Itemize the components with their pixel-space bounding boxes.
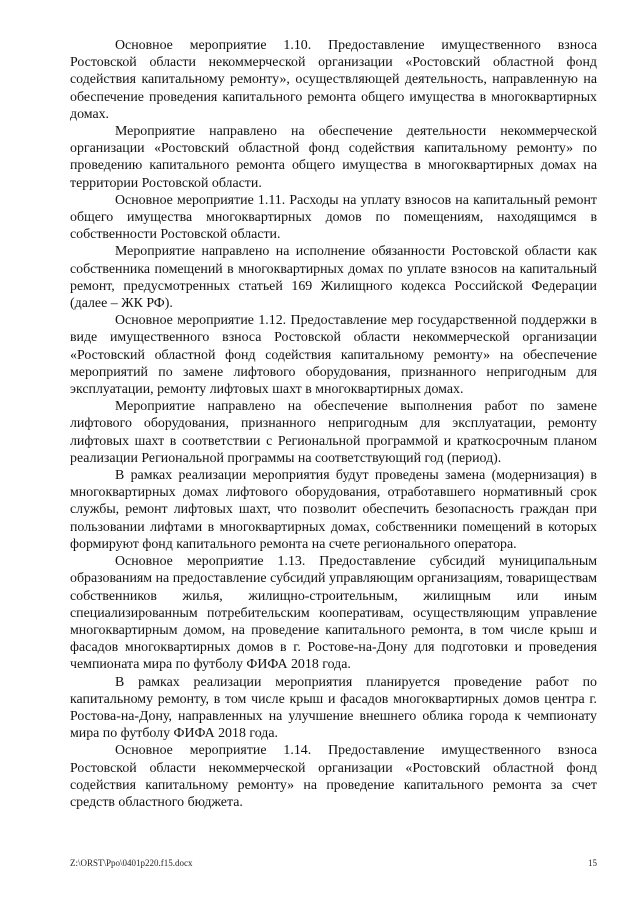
paragraph-1-13-description: В рамках реализации мероприятия планируется проведение работ по капитальному ремонту, в том числе крыш и фасадов многоквартирных домов центра г. Ростова-на-Дону, направленных на улучшение внешнего облика города к чемпионату мира по футболу ФИФА 2018 года.	[70, 674, 597, 742]
paragraph-1-11: Основное мероприятие 1.11. Расходы на уплату взносов на капитальный ремонт общего имущества многоквартирных домов по помещениям, находящимся в собственности Ростовской области.	[70, 192, 597, 243]
paragraph-1-10: Основное мероприятие 1.10. Предоставление имущественного взноса Ростовской области некоммерческой организации «Ростовский областной фонд содействия капитальному ремонту», осуществляющей деятельность, направленную на обеспечение проведения капитального ремонта общего имущества в многоквартирных домах.	[70, 38, 597, 122]
paragraph-1-10-description: Мероприятие направлено на обеспечение деятельности некоммерческой организации «Ростовский областной фонд содействия капитальному ремонту» по проведению капитального ремонта общего имущества в многоквартирных домах на территории Ростовской области.	[70, 124, 597, 191]
paragraph-1-13: Основное мероприятие 1.13. Предоставление субсидий муниципальным образованиям на предоставление субсидий управляющим организациям, товариществам собственников жилья, жилищно-строительным, жилищным или иным специализированным потребительским кооперативам, осуществляющим управление многоквартирным домом, на проведение капитального ремонта, в том числе крыш и фасадов многоквартирных домов в г. Ростове-на-Дону для подготовки и проведения чемпионата мира по футболу ФИФА 2018 года.	[70, 554, 597, 673]
paragraph-1-12: Основное мероприятие 1.12. Предоставление мер государственной поддержки в виде имущественного взноса Ростовской области некоммерческой организации «Ростовский областной фонд содействия капитальному ремонту» на обеспечение мероприятий по замене лифтового оборудования, признанного непригодным для эксплуатации, ремонту лифтовых шахт в многоквартирных домах.	[70, 313, 597, 398]
page-number: 15	[588, 858, 597, 868]
paragraph-1-11-description: Мероприятие направлено на исполнение обязанности Ростовской области как собственника помещений в многоквартирных домах по уплате взносов на капитальный ремонт, предусмотренных статьей 169 Жилищного кодекса Российской Федерации (далее – ЖК РФ).	[70, 244, 597, 312]
paragraph-1-14: Основное мероприятие 1.14. Предоставление имущественного взноса Ростовской области некоммерческой организации «Ростовский областной фонд содействия капитальному ремонту» на проведение капитального ремонта за счет средств областного бюджета.	[70, 743, 597, 810]
document-body	[70, 37, 597, 811]
paragraph-1-12-description: Мероприятие направлено на обеспечение выполнения работ по замене лифтового оборудования, признанного непригодным для эксплуатации, ремонту лифтовых шахт в соответствии с Региональной программой и краткосрочным планом реализации Региональной программы на соответствующий год (период).	[70, 399, 597, 466]
footer-file-path: Z:\ORST\Ppo\0401p220.f15.docx	[70, 858, 193, 868]
paragraph-1-12-details: В рамках реализации мероприятия будут проведены замена (модернизация) в многоквартирных домах лифтового оборудования, отработавшего нормативный срок службы, ремонт лифтовых шахт, что позволит обеспечить безопасность граждан при пользовании лифтами в многоквартирных домах, собственники помещений в которых формируют фонд капитального ремонта на счете регионального оператора.	[70, 468, 597, 552]
page-footer	[70, 858, 597, 872]
